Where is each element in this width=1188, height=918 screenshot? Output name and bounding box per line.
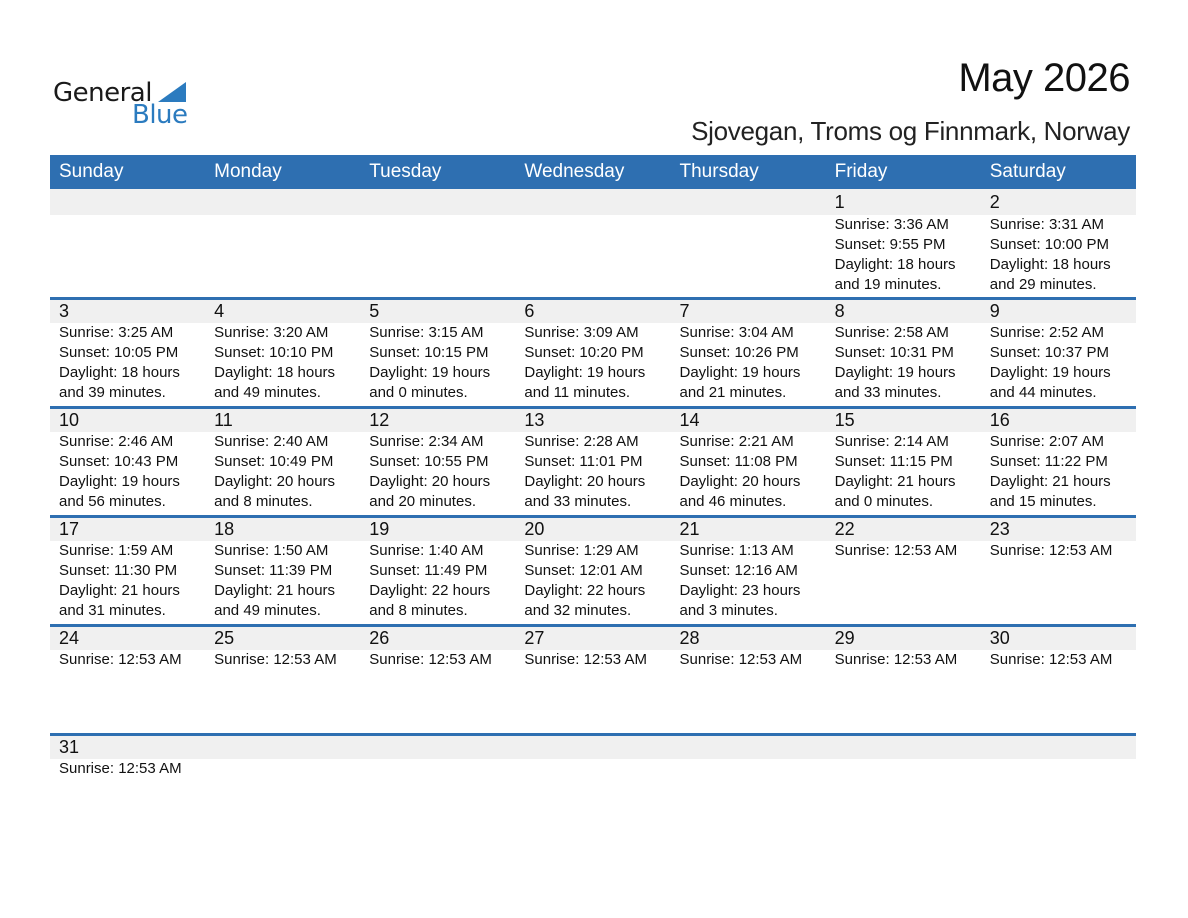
calendar-grid [50, 155, 1136, 842]
day-number: 6 [524, 301, 535, 321]
page-title: May 2026 [958, 56, 1130, 100]
sunrise-text: Sunrise: 12:53 AM [834, 651, 958, 668]
day-number: 2 [989, 192, 1000, 212]
day-cell [826, 627, 981, 670]
sunrise-text: Sunrise: 2:52 AM [989, 324, 1104, 341]
sunset-text: Sunset: 12:01 AM [524, 562, 643, 579]
daylight-text: Daylight: 20 hours [214, 473, 336, 490]
day-cell [515, 518, 670, 621]
day-number: 23 [989, 519, 1010, 539]
daylight-text: and 33 minutes. [834, 384, 942, 401]
daylight-text: Daylight: 18 hours [834, 256, 956, 273]
day-cell [50, 627, 205, 670]
sunrise-text: Sunrise: 1:40 AM [369, 542, 484, 559]
day-cell [826, 189, 981, 295]
day-number: 17 [59, 519, 80, 539]
day-number: 13 [524, 410, 545, 430]
sunrise-text: Sunrise: 12:53 AM [524, 651, 647, 668]
day-cell [360, 627, 515, 670]
day-number: 22 [834, 519, 855, 539]
daylight-text: Daylight: 18 hours [214, 364, 336, 381]
day-cell [515, 627, 670, 670]
daylight-text: Daylight: 19 hours [989, 364, 1111, 381]
weekday-tuesday: Tuesday [369, 161, 442, 182]
day-cell [360, 518, 515, 621]
sunset-text: Sunset: 10:20 PM [524, 344, 644, 361]
day-number [59, 189, 205, 215]
day-number: 7 [679, 301, 690, 321]
day-cell [515, 189, 670, 295]
sunrise-text: Sunrise: 2:21 AM [679, 433, 794, 450]
sunset-text: Sunset: 10:55 PM [369, 453, 489, 470]
daylight-text: Daylight: 18 hours [989, 256, 1111, 273]
weekday-saturday: Saturday [989, 161, 1066, 182]
daylight-text: Daylight: 22 hours [369, 582, 491, 599]
day-cell [826, 409, 981, 512]
daylight-text: and 31 minutes. [59, 602, 166, 619]
day-cell [981, 736, 1136, 779]
sunrise-text: Sunrise: 3:04 AM [679, 324, 794, 341]
sunrise-text: Sunrise: 12:53 AM [679, 651, 803, 668]
day-number: 10 [59, 410, 80, 430]
daylight-text: and 0 minutes. [369, 384, 468, 401]
day-cell [671, 409, 826, 512]
day-cell [515, 409, 670, 512]
daylight-text: and 39 minutes. [59, 384, 166, 401]
daylight-text: and 0 minutes. [834, 493, 934, 510]
day-number: 30 [989, 628, 1010, 648]
day-number: 27 [524, 628, 545, 648]
day-number [524, 189, 670, 215]
sunrise-text: Sunrise: 12:53 AM [989, 542, 1113, 559]
day-cell [671, 518, 826, 621]
day-cell [515, 736, 670, 779]
day-number [214, 189, 360, 215]
daylight-text: and 21 minutes. [679, 384, 787, 401]
sunrise-text: Sunrise: 1:50 AM [214, 542, 329, 559]
day-cell [981, 300, 1136, 403]
sunrise-text: Sunrise: 12:53 AM [59, 651, 182, 668]
day-cell [981, 627, 1136, 670]
sunset-text: Sunset: 10:43 PM [59, 453, 179, 470]
sunrise-text: Sunrise: 1:13 AM [679, 542, 794, 559]
day-cell [360, 189, 515, 295]
sunrise-text: Sunrise: 3:36 AM [834, 216, 949, 233]
day-number: 18 [214, 519, 235, 539]
day-number: 4 [214, 301, 225, 321]
day-number [214, 736, 360, 759]
day-number: 14 [679, 410, 700, 430]
sunset-text: Sunset: 10:15 PM [369, 344, 489, 361]
day-number: 26 [369, 628, 390, 648]
sunset-text: Sunset: 10:10 PM [214, 344, 334, 361]
daylight-text: and 56 minutes. [59, 493, 166, 510]
day-number: 20 [524, 519, 545, 539]
day-number [369, 736, 515, 759]
day-cell [50, 409, 205, 512]
weekday-friday: Friday [834, 161, 888, 182]
day-cell [981, 409, 1136, 512]
weekday-wednesday: Wednesday [524, 161, 625, 182]
sunset-text: Sunset: 11:49 PM [369, 562, 488, 579]
day-number: 8 [834, 301, 845, 321]
day-cell [981, 189, 1136, 295]
daylight-text: Daylight: 19 hours [524, 364, 646, 381]
sunrise-text: Sunrise: 3:09 AM [524, 324, 639, 341]
sunrise-text: Sunrise: 3:31 AM [989, 216, 1104, 233]
weekday-monday: Monday [214, 161, 282, 182]
week-row [50, 515, 1136, 624]
day-cell [205, 736, 360, 779]
week-row [50, 624, 1136, 733]
daylight-text: and 20 minutes. [369, 493, 476, 510]
weeks-container [50, 189, 1136, 842]
weekday-thursday: Thursday [679, 161, 759, 182]
sunset-text: Sunset: 10:05 PM [59, 344, 179, 361]
location-subtitle: Sjovegan, Troms og Finnmark, Norway [691, 116, 1130, 146]
day-cell [50, 518, 205, 621]
day-number [524, 736, 670, 759]
day-cell [671, 627, 826, 670]
day-number [835, 736, 981, 759]
day-cell [205, 518, 360, 621]
day-cell [826, 736, 981, 779]
day-number: 3 [59, 301, 70, 321]
sunrise-text: Sunrise: 3:25 AM [59, 324, 174, 341]
day-cell [205, 189, 360, 295]
daylight-text: and 3 minutes. [679, 602, 778, 619]
week-row [50, 189, 1136, 297]
brand-logo [53, 76, 193, 132]
daylight-text: and 11 minutes. [524, 384, 630, 401]
week-days [50, 736, 1136, 779]
sunrise-text: Sunrise: 2:34 AM [369, 433, 484, 450]
daylight-text: Daylight: 21 hours [214, 582, 336, 599]
day-cell [360, 300, 515, 403]
day-cell [671, 300, 826, 403]
daylight-text: Daylight: 19 hours [59, 473, 180, 490]
day-number: 5 [369, 301, 380, 321]
sunset-text: Sunset: 12:16 AM [679, 562, 798, 579]
day-number: 11 [214, 410, 233, 430]
daylight-text: and 33 minutes. [524, 493, 632, 510]
daylight-text: Daylight: 21 hours [59, 582, 180, 599]
day-number: 25 [214, 628, 235, 648]
week-days [50, 627, 1136, 670]
weekday-sunday: Sunday [59, 161, 124, 182]
day-number: 29 [834, 628, 855, 648]
daylight-text: and 8 minutes. [369, 602, 468, 619]
daylight-text: Daylight: 23 hours [679, 582, 801, 599]
sunset-text: Sunset: 11:15 PM [834, 453, 953, 470]
day-cell [515, 300, 670, 403]
day-number: 15 [834, 410, 855, 430]
sunrise-text: Sunrise: 2:14 AM [834, 433, 949, 450]
day-cell [50, 189, 205, 295]
daylight-text: and 19 minutes. [834, 276, 942, 293]
daylight-text: Daylight: 20 hours [524, 473, 646, 490]
daylight-text: Daylight: 19 hours [369, 364, 491, 381]
day-number: 9 [989, 301, 1000, 321]
daylight-text: Daylight: 22 hours [524, 582, 646, 599]
sunset-text: Sunset: 11:08 PM [679, 453, 798, 470]
logo-text-blue: Blue [132, 100, 188, 130]
sunset-text: Sunset: 10:00 PM [989, 236, 1109, 253]
daylight-text: Daylight: 19 hours [679, 364, 801, 381]
day-number: 12 [369, 410, 390, 430]
day-cell [671, 736, 826, 779]
day-number [369, 189, 515, 215]
logo-text-general: General [53, 78, 152, 108]
sunrise-text: Sunrise: 1:29 AM [524, 542, 639, 559]
day-number: 19 [369, 519, 390, 539]
sunset-text: Sunset: 11:39 PM [214, 562, 333, 579]
day-cell [826, 518, 981, 621]
day-number [680, 189, 826, 215]
weekday-header-row [50, 155, 1136, 189]
sunrise-text: Sunrise: 12:53 AM [59, 760, 182, 777]
sunset-text: Sunset: 11:22 PM [989, 453, 1108, 470]
day-number: 24 [59, 628, 80, 648]
sunset-text: Sunset: 9:55 PM [834, 236, 946, 253]
sunrise-text: Sunrise: 12:53 AM [369, 651, 492, 668]
sunrise-text: Sunrise: 2:58 AM [834, 324, 949, 341]
sunrise-text: Sunrise: 12:53 AM [834, 542, 958, 559]
daylight-text: Daylight: 18 hours [59, 364, 180, 381]
week-days [50, 518, 1136, 621]
sunrise-text: Sunrise: 2:07 AM [989, 433, 1104, 450]
sunrise-text: Sunrise: 1:59 AM [59, 542, 174, 559]
daylight-text: and 44 minutes. [989, 384, 1097, 401]
day-cell [50, 300, 205, 403]
week-days [50, 409, 1136, 512]
day-number: 16 [989, 410, 1010, 430]
sunrise-text: Sunrise: 3:15 AM [369, 324, 484, 341]
daylight-text: and 8 minutes. [214, 493, 313, 510]
sunrise-text: Sunrise: 12:53 AM [214, 651, 337, 668]
day-number: 31 [59, 737, 80, 757]
daylight-text: and 32 minutes. [524, 602, 632, 619]
day-cell [360, 736, 515, 779]
daylight-text: and 49 minutes. [214, 602, 321, 619]
daylight-text: Daylight: 20 hours [679, 473, 801, 490]
sunrise-text: Sunrise: 12:53 AM [989, 651, 1113, 668]
day-number: 21 [679, 519, 700, 539]
day-cell [826, 300, 981, 403]
sunrise-text: Sunrise: 2:40 AM [214, 433, 329, 450]
day-cell [205, 627, 360, 670]
daylight-text: and 29 minutes. [989, 276, 1097, 293]
sunrise-text: Sunrise: 2:28 AM [524, 433, 639, 450]
sunrise-text: Sunrise: 3:20 AM [214, 324, 329, 341]
daylight-text: Daylight: 19 hours [834, 364, 956, 381]
sunset-text: Sunset: 10:49 PM [214, 453, 334, 470]
daylight-text: Daylight: 20 hours [369, 473, 491, 490]
logo-triangle-icon [158, 82, 186, 102]
week-row [50, 733, 1136, 842]
day-cell [671, 189, 826, 295]
daylight-text: and 49 minutes. [214, 384, 321, 401]
daylight-text: and 15 minutes. [989, 493, 1097, 510]
daylight-text: Daylight: 21 hours [989, 473, 1111, 490]
day-number: 28 [679, 628, 700, 648]
day-number [680, 736, 826, 759]
daylight-text: and 46 minutes. [679, 493, 787, 510]
day-cell [205, 300, 360, 403]
week-days [50, 189, 1136, 295]
day-number [990, 736, 1136, 759]
sunset-text: Sunset: 10:26 PM [679, 344, 799, 361]
sunset-text: Sunset: 10:37 PM [989, 344, 1109, 361]
week-days [50, 300, 1136, 403]
sunset-text: Sunset: 11:01 PM [524, 453, 643, 470]
day-cell [360, 409, 515, 512]
sunset-text: Sunset: 10:31 PM [834, 344, 954, 361]
day-cell [50, 736, 205, 779]
week-row [50, 297, 1136, 406]
daylight-text: Daylight: 21 hours [834, 473, 956, 490]
sunset-text: Sunset: 11:30 PM [59, 562, 178, 579]
sunrise-text: Sunrise: 2:46 AM [59, 433, 174, 450]
week-row [50, 406, 1136, 515]
day-number: 1 [834, 192, 845, 212]
day-cell [981, 518, 1136, 621]
day-cell [205, 409, 360, 512]
